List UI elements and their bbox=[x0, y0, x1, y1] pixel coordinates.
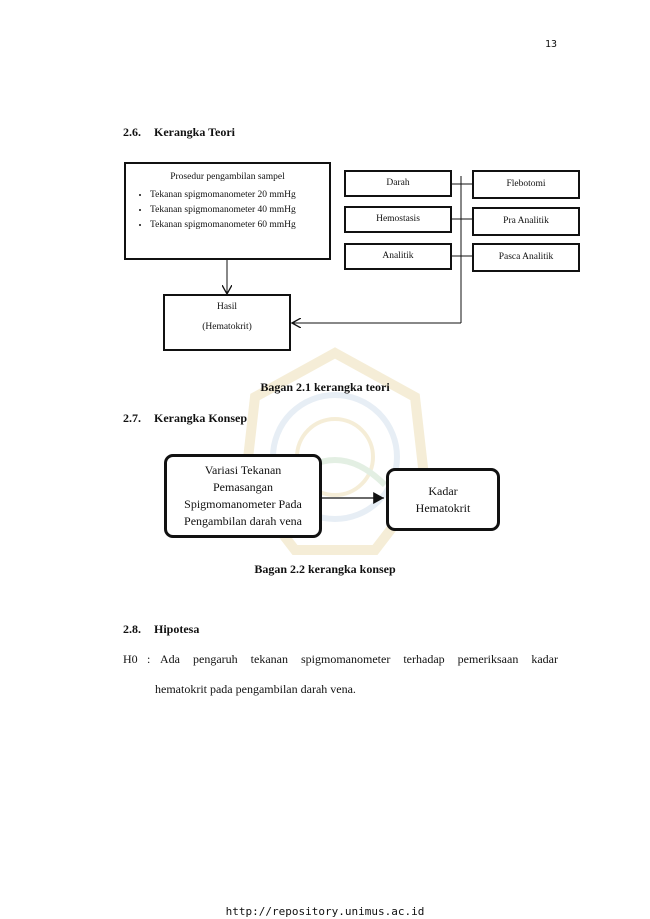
concept-arrow bbox=[320, 490, 390, 506]
box-flebotomi: Flebotomi bbox=[472, 170, 580, 199]
hypothesis-label: H0 bbox=[123, 652, 138, 666]
section-number: 2.7. bbox=[123, 411, 141, 425]
box-darah: Darah bbox=[344, 170, 452, 197]
hypothesis-line-1: Ada pengaruh tekanan spigmomanometer terhadap pemeriksaan kadar bbox=[160, 652, 558, 666]
procedure-item: • Tekanan spigmomanometer 40 mmHg bbox=[150, 203, 329, 218]
figure-caption-1: Bagan 2.1 kerangka teori bbox=[260, 380, 390, 394]
section-number: 2.8. bbox=[123, 622, 141, 636]
concept-variable-line: Variasi Tekanan bbox=[204, 463, 282, 477]
concept-outcome-box bbox=[386, 468, 500, 531]
section-number: 2.6. bbox=[123, 125, 141, 139]
result-title: Hasil bbox=[216, 302, 238, 312]
page-number: 13 bbox=[544, 39, 557, 50]
result-box bbox=[163, 294, 291, 351]
procedure-item: • Tekanan spigmomanometer 20 mmHg bbox=[150, 188, 329, 203]
concept-variable-line: Pengambilan darah vena bbox=[184, 514, 302, 528]
result-subtitle: (Hematokrit) bbox=[202, 322, 252, 332]
concept-outcome-line: Kadar bbox=[428, 483, 458, 498]
concept-outcome-line: Hematokrit bbox=[415, 500, 471, 515]
concept-variable-box bbox=[164, 454, 322, 538]
box-hemostasis: Hemostasis bbox=[344, 206, 452, 233]
section-heading-kerangka-konsep bbox=[123, 411, 247, 426]
box-pra-analitik: Pra Analitik bbox=[472, 207, 580, 236]
figure-caption-2: Bagan 2.2 kerangka konsep bbox=[254, 562, 396, 576]
procedure-box bbox=[124, 162, 331, 260]
section-title: Hipotesa bbox=[154, 622, 200, 636]
section-title: Kerangka Teori bbox=[154, 125, 236, 139]
concept-variable-line: Pemasangan bbox=[213, 480, 273, 494]
section-title: Kerangka Konsep bbox=[154, 411, 248, 425]
procedure-title: Prosedur pengambilan sampel bbox=[170, 172, 285, 182]
box-analitik: Analitik bbox=[344, 243, 452, 270]
hypothesis-line-2: hematokrit pada pengambilan darah vena. bbox=[155, 682, 356, 696]
footer-url: http://repository.unimus.ac.id bbox=[225, 905, 425, 918]
box-pasca-analitik: Pasca Analitik bbox=[472, 243, 580, 272]
hypothesis-colon: : bbox=[147, 652, 151, 666]
section-heading-hipotesa bbox=[123, 622, 199, 637]
concept-variable-line: Spigmomanometer Pada bbox=[184, 497, 302, 511]
procedure-item: • Tekanan spigmomanometer 60 mmHg bbox=[150, 218, 329, 233]
procedure-list bbox=[126, 188, 329, 233]
